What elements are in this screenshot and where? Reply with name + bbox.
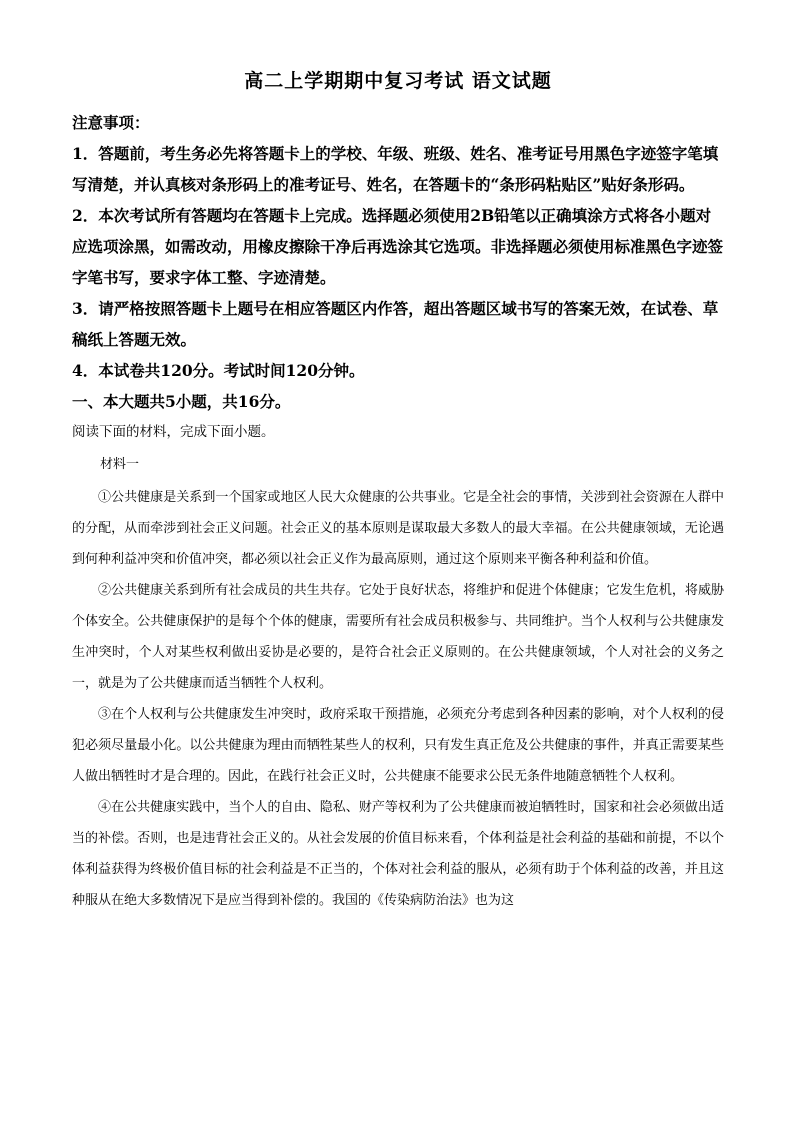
material-paragraph-1: ①公共健康是关系到一个国家或地区人民大众健康的公共事业。它是全社会的事情，关涉到社会资源在人群中的分配，从而牵涉到社会正义问题。社会正义的基本原则是谋取最大多数人的最大幸福。在公共健康领域，无论遇到何种利益冲突和价值冲突，都必须以社会正义作为最高原则，通过这个原则来平衡各种利益和价值。 — [72, 490, 724, 567]
reading-instruction: 阅读下面的材料，完成下面小题。 — [72, 424, 275, 440]
material-paragraph-3: ③在个人权利与公共健康发生冲突时，政府采取干预措施，必须充分考虑到各种因素的影响，对个人权利的侵犯必须尽量最小化。以公共健康为理由而牺牲某些人的权利，只有发生真正危及公共健康的事件，并真正需要某些人做出牺牲时才是合理的。因此，在践行社会正义时，公共健康不能要求公民无条件地随意牺牲个人权利。 — [72, 707, 724, 784]
notice-item-2: 2．本次考试所有答题均在答题卡上完成。选择题必须使用2B铅笔以正确填涂方式将各小题对应选项涂黑，如需改动，用橡皮擦除干净后再选涂其它选项。非选择题必须使用标准黑色字迹签字笔书写，要求字体工整、字迹清楚。 — [72, 206, 724, 287]
section-one — [72, 386, 724, 916]
notice-item-3: 3．请严格按照答题卡上题号在相应答题区内作答，超出答题区域书写的答案无效，在试卷、草稿纸上答题无效。 — [72, 299, 719, 349]
page-title: 高二上学期期中复习考试 语文试题 — [244, 70, 552, 92]
notice-block — [72, 107, 724, 386]
material-label: 材料一 — [100, 457, 140, 472]
section-heading: 一、本大题共5小题，共16分。 — [72, 392, 291, 411]
exam-page — [72, 66, 724, 916]
notice-item-1: 1．答题前，考生务必先将答题卡上的学校、年级、班级、姓名、准考证号用黑色字迹签字笔填写清楚，并认真核对条形码上的准考证号、姓名，在答题卡的“条形码粘贴区”贴好条形码。 — [72, 144, 719, 194]
notice-item-4: 4．本试卷共120分。考试时间120分钟。 — [72, 361, 365, 380]
material-paragraph-2: ②公共健康关系到所有社会成员的共生共存。它处于良好状态，将维护和促进个体健康；它发生危机，将威胁个体安全。公共健康保护的是每个个体的健康，需要所有社会成员积极参与、共同维护。当个人权利与公共健康发生冲突时，个人对某些权利做出妥协是必要的，是符合社会正义原则的。在公共健康领域，个人对社会的义务之一，就是为了公共健康而适当牺牲个人权利。 — [72, 583, 724, 691]
material-paragraph-4: ④在公共健康实践中，当个人的自由、隐私、财产等权利为了公共健康而被迫牺牲时，国家和社会必须做出适当的补偿。否则，也是违背社会正义的。从社会发展的价值目标来看，个体利益是社会利益的基础和前提，不以个体利益获得为终极价值目标的社会利益是不正当的，个体对社会利益的服从，必须有助于个体利益的改善，并且这种服从在绝大多数情况下是应当得到补偿的。我国的《传染病防治法》也为这 — [72, 800, 724, 908]
notice-heading: 注意事项： — [72, 113, 150, 132]
